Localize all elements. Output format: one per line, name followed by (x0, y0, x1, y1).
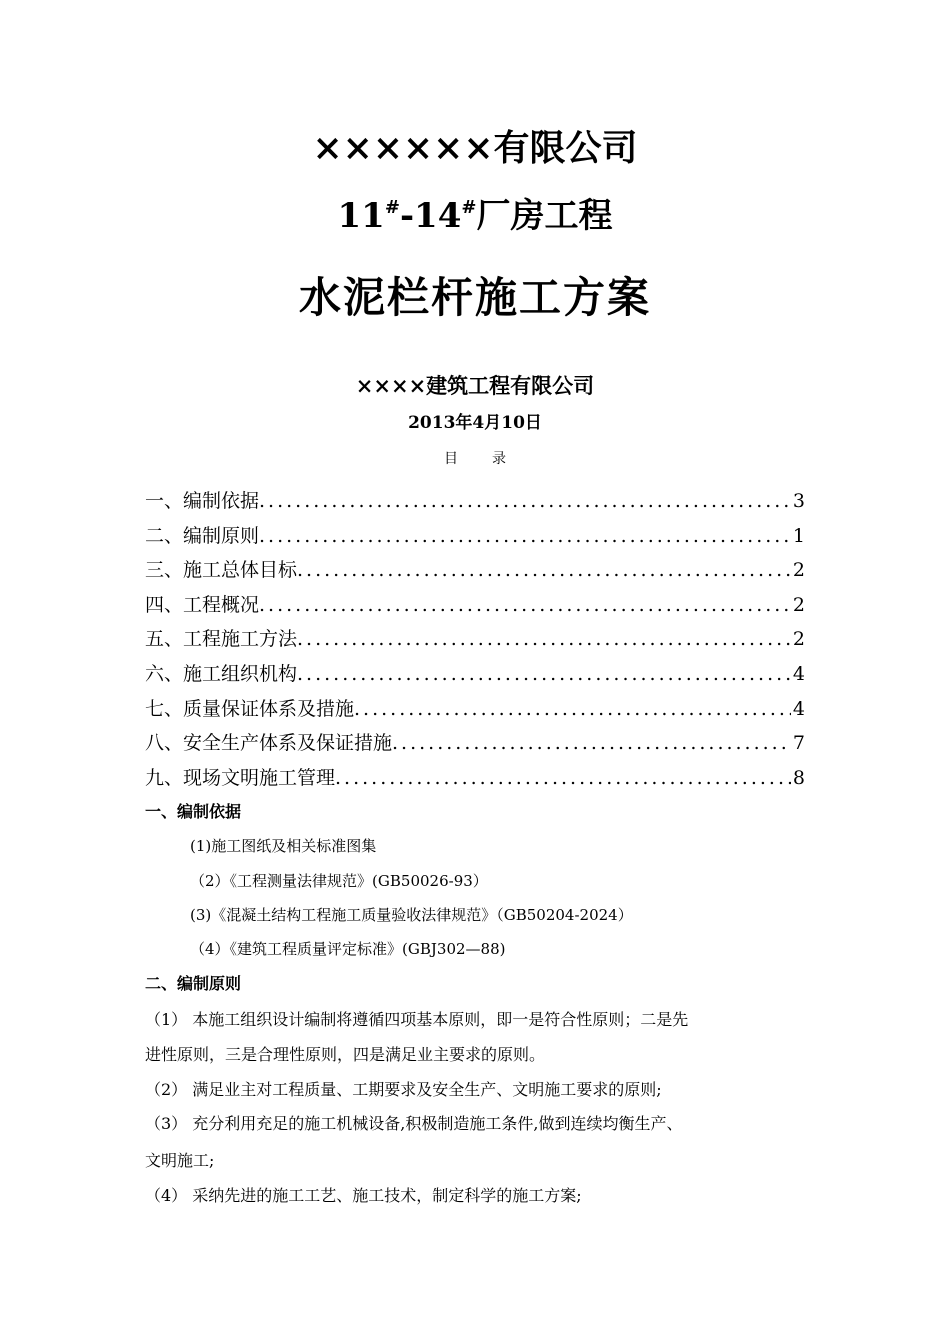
principle-paragraph: （4） 采纳先进的施工工艺、施工技术，制定科学的施工方案; (145, 1186, 582, 1205)
principle-paragraph: 进性原则，三是合理性原则，四是满足业主要求的原则。 (145, 1045, 546, 1064)
toc-leader (297, 657, 791, 691)
toc-entry-label: 三、施工总体目标 (145, 559, 298, 582)
toc-entry-page: 4 (792, 662, 805, 685)
toc-entry-page: 2 (792, 559, 805, 582)
toc-leader (392, 726, 791, 760)
toc-leader (259, 519, 791, 553)
toc-entry-page: 3 (792, 490, 805, 512)
toc-entry[interactable] (145, 519, 805, 554)
toc-entry-page: 8 (792, 766, 805, 789)
toc-entry-label: 八、安全生产体系及保证措施 (145, 732, 393, 755)
toc-entry-page: 1 (792, 524, 805, 547)
toc-entry[interactable] (145, 622, 805, 657)
project-number-a: 11 (337, 196, 385, 236)
toc-entry-label: 五、工程施工方法 (145, 628, 298, 651)
table-of-contents (145, 484, 805, 795)
principle-paragraph: （3） 充分利用充足的施工机械设备,积极制造施工条件,做到连续均衡生产、 (145, 1114, 683, 1133)
toc-entry[interactable] (145, 726, 805, 761)
toc-entry[interactable] (145, 553, 805, 588)
toc-heading (0, 447, 950, 471)
toc-leader (297, 622, 791, 656)
toc-entry[interactable] (145, 761, 805, 796)
contractor-name: ××××建筑工程有限公司 (355, 373, 595, 398)
basis-item: (1)施工图纸及相关标准图集 (190, 837, 377, 855)
toc-heading-char-b: 录 (492, 451, 506, 467)
basis-item: （2）《工程测量法律规范》(GB50026-93） (190, 872, 488, 890)
client-company-title: ××××××有限公司 (312, 127, 638, 169)
toc-entry[interactable] (145, 657, 805, 692)
toc-leader (297, 553, 791, 587)
principle-paragraph: （2） 满足业主对工程质量、工期要求及安全生产、文明施工要求的原则; (145, 1080, 662, 1099)
toc-entry-label: 六、施工组织机构 (145, 662, 298, 685)
principle-paragraph: （1） 本施工组织设计编制将遵循四项基本原则，即一是符合性原则；二是先 (145, 1010, 689, 1029)
toc-entry-label: 九、现场文明施工管理 (145, 766, 336, 789)
basis-item: (3)《混凝土结构工程施工质量验收法律规范》（GB50204-2024） (190, 906, 633, 924)
toc-entry[interactable] (145, 588, 805, 623)
toc-heading-char-a: 目 (444, 451, 458, 467)
toc-entry-page: 2 (792, 593, 805, 616)
toc-leader (335, 761, 791, 795)
project-name: 厂房工程 (476, 196, 613, 236)
basis-item: （4）《建筑工程质量评定标准》(GBJ302—88) (190, 940, 506, 958)
toc-leader (259, 588, 791, 622)
toc-entry[interactable] (145, 484, 805, 519)
toc-entry-page: 4 (792, 697, 805, 720)
toc-entry-label: 一、编制依据 (145, 490, 260, 512)
project-number-b-mark: # (461, 197, 477, 218)
document-date: 2013年4月10日 (408, 413, 542, 433)
project-number-a-mark: # (384, 197, 400, 218)
toc-entry-page: 7 (792, 732, 805, 755)
section-heading-basis: 一、编制依据 (145, 802, 242, 821)
toc-entry-label: 七、质量保证体系及措施 (145, 697, 355, 720)
project-title (0, 192, 950, 240)
toc-entry-page: 2 (792, 628, 805, 651)
toc-entry-label: 四、工程概况 (145, 593, 260, 616)
toc-leader (354, 692, 791, 726)
toc-entry-label: 二、编制原则 (145, 524, 260, 547)
project-number-b: -14 (399, 196, 462, 236)
section-heading-principles: 二、编制原则 (145, 974, 242, 993)
document-title: 水泥栏杆施工方案 (298, 273, 651, 322)
toc-entry[interactable] (145, 692, 805, 727)
toc-leader (259, 484, 791, 518)
principle-paragraph: 文明施工; (145, 1151, 215, 1170)
